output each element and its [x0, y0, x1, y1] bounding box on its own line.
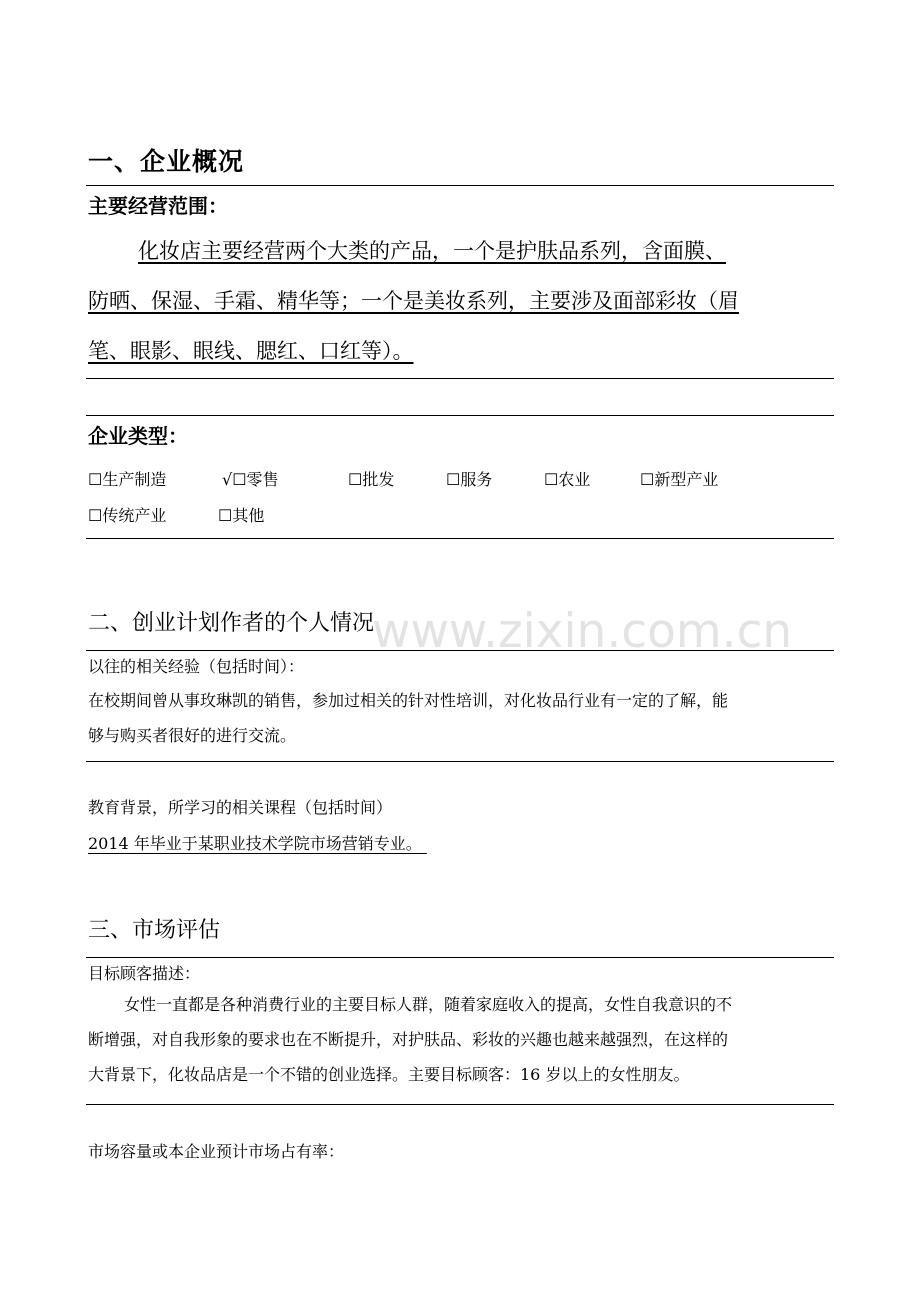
checkbox-icon[interactable]: ☐: [446, 470, 461, 489]
option-wholesale[interactable]: [348, 467, 394, 490]
target-customer-label: 目标顾客描述：: [88, 964, 201, 983]
option-label: 传统产业: [102, 506, 167, 525]
market-capacity-label: 市场容量或本企业预计市场占有率：: [88, 1142, 345, 1161]
divider: [86, 650, 834, 651]
divider: [86, 378, 834, 379]
target-line: 断增强，对自我形象的要求也在不断提升，对护肤品、彩妆的兴趣也越来越强烈，在这样的: [88, 1030, 729, 1049]
option-label: 新型产业: [654, 470, 719, 489]
checkbox-icon[interactable]: ☐: [88, 470, 103, 489]
option-label: 批发: [362, 470, 395, 489]
option-agriculture[interactable]: [544, 467, 590, 490]
checkbox-icon[interactable]: ☐: [88, 506, 103, 525]
target-line: 大背景下，化妆品店是一个不错的创业选择。主要目标顾客：16 岁以上的女性朋友。: [88, 1065, 690, 1084]
option-label: 农业: [558, 470, 591, 489]
experience-line: 在校期间曾从事玫琳凯的销售，参加过相关的针对性培训，对化妆品行业有一定的了解，能: [88, 691, 729, 710]
education-text: 2014 年毕业于某职业技术学院市场营销专业。: [88, 834, 422, 853]
experience-label: 以往的相关经验（包括时间）：: [88, 657, 305, 676]
option-traditional-industry[interactable]: [88, 503, 166, 526]
scope-line: 化妆店主要经营两个大类的产品，一个是护肤品系列，含面膜、: [138, 239, 726, 263]
section-heading-author: 二、创业计划作者的个人情况: [88, 611, 375, 636]
option-other[interactable]: [218, 503, 264, 526]
checked-checkbox-icon[interactable]: √☐: [222, 470, 247, 489]
option-label: 零售: [246, 470, 279, 489]
checkbox-icon[interactable]: ☐: [218, 506, 233, 525]
divider: [86, 761, 834, 762]
option-label: 生产制造: [102, 470, 167, 489]
experience-line: 够与购买者很好的进行交流。: [88, 726, 297, 745]
scope-line: 防晒、保湿、手霜、精华等；一个是美妆系列，主要涉及面部彩妆（眉: [88, 289, 739, 313]
option-label: 服务: [460, 470, 493, 489]
checkbox-icon[interactable]: ☐: [640, 470, 655, 489]
divider: [86, 538, 834, 539]
scope-line: 笔、眼影、眼线、腮红、口红等）。: [88, 339, 414, 363]
business-scope-text: [88, 226, 836, 376]
divider: [86, 185, 834, 186]
option-retail[interactable]: [222, 467, 279, 490]
divider: [86, 415, 834, 416]
section-heading-market: 三、市场评估: [88, 918, 221, 943]
section-heading-overview: 一、企业概况: [88, 147, 245, 176]
experience-text: [88, 683, 836, 753]
option-service[interactable]: [446, 467, 492, 490]
divider: [86, 1104, 834, 1105]
education-label: 教育背景，所学习的相关课程（包括时间）: [88, 798, 393, 817]
business-scope-label: 主要经营范围：: [88, 194, 228, 218]
option-label: 其他: [232, 506, 265, 525]
option-new-industry[interactable]: [640, 467, 718, 490]
watermark: www.zixin.com.cn: [372, 604, 793, 659]
checkbox-icon[interactable]: ☐: [544, 470, 559, 489]
target-customer-text: [88, 987, 836, 1092]
target-line: 女性一直都是各种消费行业的主要目标人群，随着家庭收入的提高，女性自我意识的不: [124, 995, 733, 1014]
business-type-label: 企业类型：: [88, 424, 188, 448]
option-manufacturing[interactable]: [88, 467, 166, 490]
divider: [86, 957, 834, 958]
checkbox-icon[interactable]: ☐: [348, 470, 363, 489]
